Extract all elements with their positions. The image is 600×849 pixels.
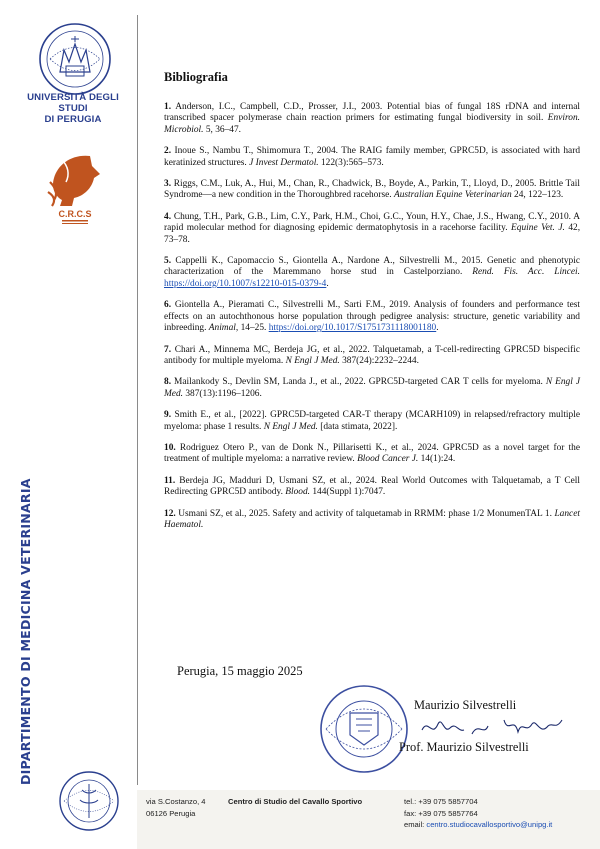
reference-item: 6. Giontella A., Pieramati C., Silvestrelli M., Sarti F.M., 2019. Analysis of founders and performance test effects on an autochthonous horse population through pedigree analysis: structure, genetic variability and inbreeding. Animal, 14–25. https://doi.org/10.1017/S1751731118001180. <box>164 300 580 334</box>
footer-email-link[interactable]: centro.studiocavallosportivo@unipg.it <box>426 820 553 829</box>
reference-details: 387(13):1196–1206. <box>185 388 262 399</box>
signer-title: Prof. Maurizio Silvestrelli <box>399 740 529 754</box>
reference-details: 14(1):24. <box>420 454 456 465</box>
reference-item <box>164 443 580 466</box>
department-vertical-label <box>18 478 40 785</box>
reference-number: 10. <box>164 442 176 453</box>
footer-address-line2: 06126 Perugia <box>146 808 196 818</box>
reference-item <box>164 146 580 169</box>
department-seal-icon <box>58 770 120 832</box>
reference-journal: J Invest Dermatol. <box>249 157 319 168</box>
department-name: DIPARTIMENTO DI MEDICINA VETERINARIA <box>18 478 33 785</box>
reference-details: 144(Suppl 1):7047. <box>312 487 386 498</box>
reference-number: 12. <box>164 508 176 519</box>
reference-journal: Environ. Microbiol. <box>164 113 580 135</box>
reference-journal: Lancet Haematol. <box>164 508 580 530</box>
university-seal-icon <box>38 22 112 96</box>
reference-journal: Blood Cancer J. <box>357 454 419 465</box>
reference-details: 122(3):565–573. <box>320 157 384 168</box>
reference-text: Berdeja JG, Madduri D, Usmani SZ, et al., 2024. Real World Outcomes with Talquetamab, a T Cell Redirecting GPRC5D antibody. <box>164 475 581 498</box>
reference-journal: N Engl J Med. <box>164 377 581 399</box>
reference-number: 9. <box>164 410 172 421</box>
footer-address-line1: via S.Costanzo, 4 <box>146 797 206 806</box>
reference-number: 1. <box>164 102 172 112</box>
reference-journal: Australian Equine Veterinarian <box>393 190 512 201</box>
reference-item <box>164 102 580 136</box>
reference-journal: N Engl J Med. <box>263 421 318 432</box>
university-name-line1: UNIVERSITÀ DEGLI STUDI <box>27 92 119 114</box>
reference-item <box>164 345 580 368</box>
reference-text: Smith E., et al., [2022]. GPRC5D-targeted CAR-T therapy (MCARH109) in relapsed/refractory multiple myeloma: phase 1 results. <box>164 410 580 432</box>
footer-tel: tel.: +39 075 5857704 <box>404 797 478 806</box>
department-stamp-icon <box>318 683 410 775</box>
bibliography-heading: Bibliografia <box>164 70 228 84</box>
footer-contacts <box>404 796 552 831</box>
reference-item <box>164 212 580 246</box>
reference-number: 6. <box>164 300 172 311</box>
reference-text: Mailankody S., Devlin SM, Landa J., et al., 2022. GPRC5D-targeted CAR T cells for myeloma. <box>174 377 543 388</box>
reference-item <box>164 410 580 433</box>
reference-number: 11. <box>164 475 176 486</box>
reference-item <box>164 377 580 400</box>
footer-fax: fax: +39 075 5857764 <box>404 808 478 818</box>
reference-text: Cappelli K., Capomaccio S., Giontella A., Nardone A., Silvestrelli M., 2015. Genetic and phenotypic characterization of the Maremmano horse stud in Castelporziano. <box>164 256 581 278</box>
reference-doi-link[interactable]: https://doi.org/10.1017/S1751731118001180 <box>268 323 437 334</box>
reference-text: Chung, T.H., Park, G.B., Lim, C.Y., Park, H.M., Choi, G.C., Youn, H.Y., Chae, J.S., Hwang, C.Y., 2010. A rapid molecular method for diagnosing epidemic dermatophytosis in a racehorse facility. <box>164 211 581 234</box>
signer-name: Maurizio Silvestrelli <box>414 698 517 712</box>
reference-item: 5. Cappelli K., Capomaccio S., Giontella A., Nardone A., Silvestrelli M., 2015. Genetic and phenotypic characterization of the Maremmano horse stud in Castelporziano. Rend. Fis. Acc. Lincei. https://doi.org/10.1007/s12210-015-0379-4. <box>164 256 581 289</box>
reference-journal: Blood. <box>285 487 311 498</box>
footer-email-label: email: <box>404 820 425 829</box>
horse-head-icon <box>40 148 110 228</box>
reference-text: Chari A., Minnema MC, Berdeja JG, et al., 2022. Talquetamab, a T-cell-redirecting GPRC5D bispecific antibody for multiple myeloma. <box>164 344 581 366</box>
reference-details: 24, 122–123. <box>514 190 564 201</box>
reference-details: 42, 73–78. <box>164 223 581 245</box>
footer-address <box>146 796 206 819</box>
reference-item <box>164 476 580 499</box>
reference-number: 5. <box>164 256 172 267</box>
footer-center-name: Centro di Studio del Cavallo Sportivo <box>228 797 363 806</box>
crcs-label: C.R.C.S <box>58 209 92 219</box>
reference-journal: N Engl J Med. <box>285 355 340 366</box>
reference-journal: Rend. Fis. Acc. Lincei. <box>472 267 581 278</box>
university-name <box>14 92 132 125</box>
handwritten-signature <box>418 712 568 742</box>
footer-email-row <box>404 819 552 831</box>
university-name-line2: DI PERUGIA <box>44 114 102 125</box>
reference-text: Usmani SZ, et al., 2025. Safety and activity of talquetamab in RRMM: phase 1/2 MonumenTAL 1. <box>178 508 552 519</box>
reference-text: Rodriguez Otero P., van de Donk N., Pillarisetti K., et al., 2024. GPRC5D as a novel target for the treatment of multiple myeloma: a narrative review. <box>164 442 581 465</box>
reference-number: 2. <box>164 146 172 157</box>
reference-text: Anderson, I.C., Campbell, C.D., Prosser, J.I., 2003. Potential bias of fungal 18S rDNA and internal transcribed spacer polymerase chain reaction primers for estimating fungal biodiversity in soil. <box>164 102 581 124</box>
reference-text: Riggs, C.M., Luk, A., Hui, M., Chan, R., Chadwick, B., Boyde, A., Parkin, T., Lloyd, D., 2005. Brittle Tail Syndrome—a new condition in the Thoroughbred racehorse. <box>164 179 580 201</box>
reference-doi-link[interactable]: https://doi.org/10.1007/s12210-015-0379-4 <box>164 278 327 289</box>
reference-details: 387(24):2232–2244. <box>342 355 419 366</box>
reference-details: 14–25. <box>240 323 267 334</box>
reference-journal: Animal, <box>208 323 239 334</box>
reference-number: 7. <box>164 344 172 355</box>
bibliography-section <box>164 70 580 541</box>
reference-text: Inoue S., Nambu T., Shimomura T., 2004. The RAIG family member, GPRC5D, is associated with hard keratinized structures. <box>164 146 581 168</box>
reference-item <box>164 179 580 202</box>
reference-number: 3. <box>164 179 172 190</box>
place-date: Perugia, 15 maggio 2025 <box>177 664 303 678</box>
reference-journal: Equine Vet. J. <box>511 223 565 234</box>
reference-list <box>164 102 580 531</box>
reference-number: 4. <box>164 211 172 222</box>
reference-number: 8. <box>164 377 172 388</box>
reference-details: 5, 36–47. <box>205 124 241 135</box>
reference-details: [data stimata, 2022]. <box>320 421 398 432</box>
reference-text: Giontella A., Pieramati C., Silvestrelli M., Sarti F.M., 2019. Analysis of founders and performance test effects on an autochthonous horse population through pedigree analysis: structure, genetic variability and inbreeding. <box>164 300 580 334</box>
sidebar-divider <box>137 15 138 785</box>
reference-item <box>164 509 580 532</box>
